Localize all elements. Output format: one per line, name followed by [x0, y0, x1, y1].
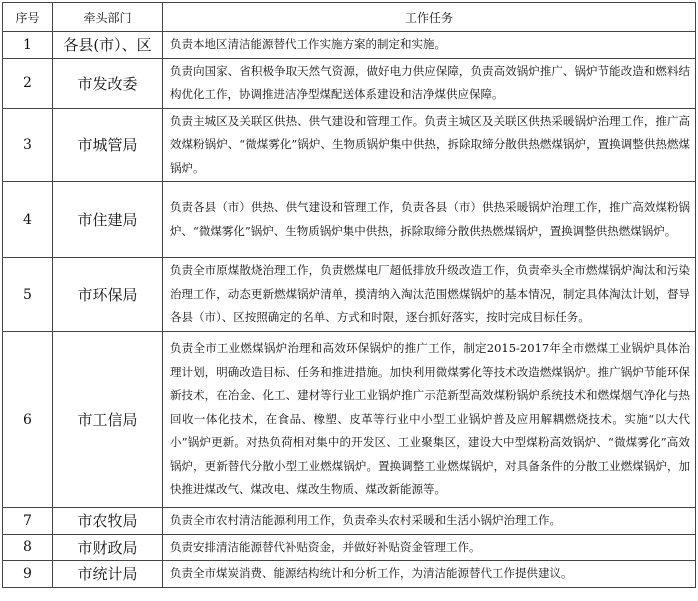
row-dept: 市发改委	[53, 58, 163, 108]
row-dept: 市工信局	[53, 332, 163, 508]
row-num: 9	[3, 561, 53, 588]
row-task: 负责本地区清洁能源替代工作实施方案的制定和实施。	[163, 32, 696, 59]
table-row	[3, 182, 696, 258]
row-num: 8	[3, 534, 53, 561]
row-task: 负责全市工业燃煤锅炉治理和高效环保锅炉的推广工作，制定2015-2017年全市燃煤工业锅炉具体治理计划，明确改造目标、任务和推进措施。加快利用微煤雾化等技术改造燃煤锅炉。推广锅炉节能环保新技术，在冶金、化工、建材等行业工业锅炉推广示范新型高效煤粉锅炉系统技术和燃煤烟气净化与热回收一体化技术，在食品、橡塑、皮革等行业中小型工业锅炉普及应用解耦燃烧技术。实施“以大代小”锅炉更新。对热负荷相对集中的开发区、工业聚集区，建设大中型煤粉高效锅炉、“微煤雾化”高效锅炉，更新替代分散小型工业燃煤锅炉。置换调整工业燃煤锅炉，对具备条件的分散工业燃煤锅炉，加快推进煤改气、煤改电、煤改生物质、煤改新能源等。	[163, 332, 696, 508]
table-row	[3, 58, 696, 108]
row-task: 负责全市煤炭消费、能源结构统计和分析工作，为清洁能源替代工作提供建议。	[163, 561, 696, 588]
row-dept: 市环保局	[53, 258, 163, 332]
row-task: 负责全市农村清洁能源利用工作，负责牵头农村采暖和生活小锅炉治理工作。	[163, 508, 696, 535]
row-task: 负责安排清洁能源替代补贴资金，并做好补贴资金管理工作。	[163, 534, 696, 561]
table-row	[3, 508, 696, 535]
header-task: 工作任务	[163, 3, 696, 32]
row-dept: 市统计局	[53, 561, 163, 588]
row-task: 负责各县（市）供热、供气建设和管理工作，负责各县（市）供热采暖锅炉治理工作，推广高效煤粉锅炉、“微煤雾化”锅炉、生物质锅炉集中供热，拆除取缔分散供热燃煤锅炉，置换调整供热燃煤锅炉。	[163, 182, 696, 258]
row-task: 负责全市原煤散烧治理工作，负责燃煤电厂超低排放升级改造工作，负责牵头全市燃煤锅炉淘汰和污染治理工作，动态更新燃煤锅炉清单，摸清纳入淘汰范围燃煤锅炉的基本情况，制定具体淘汰计划，督导各县（市）、区按照确定的名单、方式和时限，逐台抓好落实，按时完成目标任务。	[163, 258, 696, 332]
row-dept: 市农牧局	[53, 508, 163, 535]
row-dept: 市城管局	[53, 108, 163, 182]
table-row	[3, 332, 696, 508]
row-dept: 市财政局	[53, 534, 163, 561]
task-table	[2, 2, 696, 588]
table-row	[3, 258, 696, 332]
table-row	[3, 534, 696, 561]
row-dept: 各县(市）、区	[53, 32, 163, 59]
row-num: 6	[3, 332, 53, 508]
table-row	[3, 108, 696, 182]
row-dept: 市住建局	[53, 182, 163, 258]
row-num: 5	[3, 258, 53, 332]
row-num: 4	[3, 182, 53, 258]
row-num: 2	[3, 58, 53, 108]
header-dept: 牵头部门	[53, 3, 163, 32]
table-row	[3, 561, 696, 588]
header-row	[3, 3, 696, 32]
header-num: 序号	[3, 3, 53, 32]
row-task: 负责主城区及关联区供热、供气建设和管理工作。负责主城区及关联区供热采暖锅炉治理工作，推广高效煤粉锅炉、“微煤雾化”锅炉、生物质锅炉集中供热，拆除取缔分散供热燃煤锅炉，置换调整供热燃煤锅炉。	[163, 108, 696, 182]
row-num: 3	[3, 108, 53, 182]
row-task: 负责向国家、省积极争取天然气资源，做好电力供应保障，负责高效锅炉推广、锅炉节能改造和燃料结构优化工作，协调推进洁净型煤配送体系建设和洁净煤供应保障。	[163, 58, 696, 108]
row-num: 1	[3, 32, 53, 59]
table-row	[3, 32, 696, 59]
row-num: 7	[3, 508, 53, 535]
